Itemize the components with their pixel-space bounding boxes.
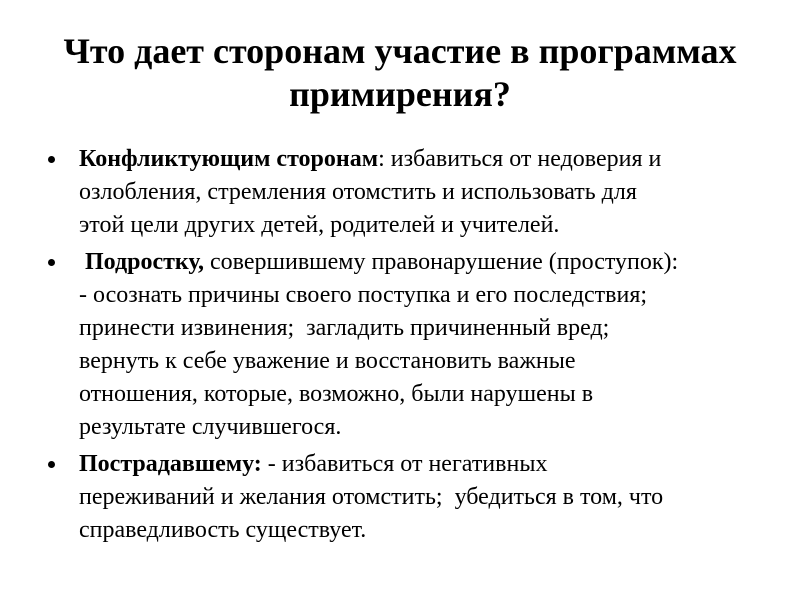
bullet-dot-icon: [48, 259, 55, 266]
slide-title: Что дает сторонам участие в программах примирения?: [63, 31, 737, 114]
bullet-lead-bold: Конфликтующим сторонам: [79, 146, 379, 172]
bullet-item-victim: [46, 448, 780, 547]
bullet-body: : избавиться от недоверия и озлобления, стремления отомстить и использовать для этой цели других детей, родителей и учителей.: [79, 146, 662, 238]
bullet-list: [46, 143, 780, 547]
bullet-text: [79, 448, 780, 547]
bullet-item-teenager: [46, 246, 780, 444]
bullet-body: - избавиться от негативных переживаний и желания отомстить; убедиться в том, что справедливость существует.: [79, 451, 664, 543]
bullet-text: [79, 143, 780, 242]
bullet-dot-icon: [48, 461, 55, 468]
bullet-dot-icon: [48, 156, 55, 163]
bullet-body: совершившему правонарушение (проступок): - осознать причины своего поступка и его последствия; принести извинения; загладить причиненный вред; вернуть к себе уважение и восстановить важные отношения, которые, возможно, были нарушены в результате случившегося.: [79, 249, 679, 440]
bullet-text: [79, 246, 780, 444]
bullet-lead-bold: Пострадавшему:: [79, 451, 262, 477]
bullet-item-conflicting-parties: [46, 143, 780, 242]
bullet-lead-bold: Подростку,: [79, 249, 204, 275]
